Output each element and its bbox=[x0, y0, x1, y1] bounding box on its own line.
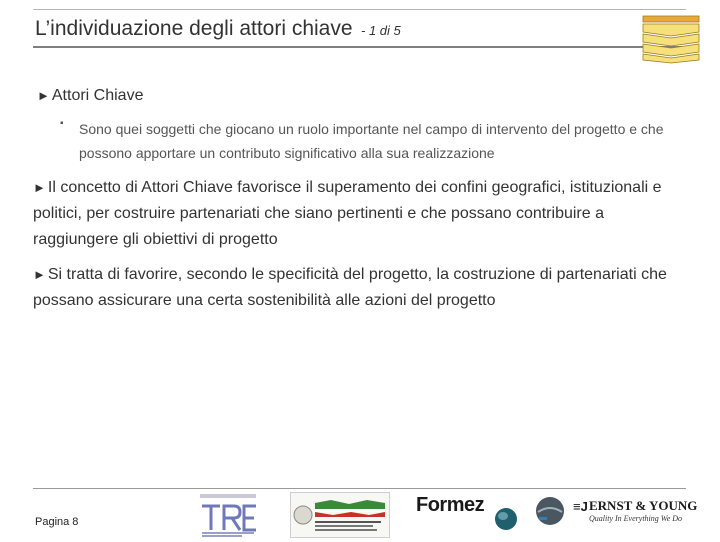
arrow-bullet-icon: ► bbox=[37, 88, 50, 103]
ernst-young-logo bbox=[573, 497, 698, 527]
definition-text: Sono quei soggetti che giocano un ruolo importante nel campo di intervento del progetto e che possono apportare un contributo significativo alla sua realizzazione bbox=[79, 121, 664, 161]
paragraph-concept-text: Il concetto di Attori Chiave favorisce il superamento dei confini geografici, istituzionali e politici, per costruire partenariati che siano pertinenti e che possano contribuire a raggiungere gli obiettivi di progetto bbox=[33, 179, 662, 248]
slide-header bbox=[35, 17, 401, 41]
globe-icon bbox=[493, 506, 519, 532]
title-divider bbox=[33, 46, 686, 48]
paragraph-partnership-text: Si tratta di favorire, secondo le specificità del progetto, la costruzione di partenariati che possano assicurare una certa sostenibilità alle azioni del progetto bbox=[33, 266, 667, 309]
ministry-logo bbox=[290, 492, 390, 538]
top-divider bbox=[33, 9, 686, 10]
slide-page-indicator: - 1 di 5 bbox=[361, 23, 401, 38]
slide-title: L’individuazione degli attori chiave bbox=[35, 17, 353, 40]
formez-logo bbox=[416, 494, 520, 534]
square-bullet-icon: ▪ bbox=[60, 118, 64, 129]
arrow-bullet-icon: ► bbox=[33, 267, 46, 282]
section-heading-text: Attori Chiave bbox=[51, 87, 144, 104]
ey-symbol-icon: ≡J bbox=[573, 499, 588, 514]
formez-wordmark: Formez bbox=[416, 494, 485, 516]
footer-divider bbox=[33, 488, 686, 489]
page-number: Pagina 8 bbox=[35, 516, 79, 528]
paragraph-concept bbox=[33, 175, 673, 253]
round-partner-logo bbox=[535, 496, 565, 526]
tre-project-logo bbox=[198, 492, 260, 538]
ey-wordmark: ERNST & YOUNG bbox=[589, 498, 698, 513]
section-heading bbox=[37, 87, 143, 105]
ministry-emblem-icon bbox=[291, 493, 389, 537]
ey-tagline: Quality In Everything We Do bbox=[589, 514, 683, 523]
arrow-bullet-icon: ► bbox=[33, 180, 46, 195]
stacked-layers-icon bbox=[640, 14, 702, 64]
paragraph-partnership bbox=[33, 262, 673, 314]
